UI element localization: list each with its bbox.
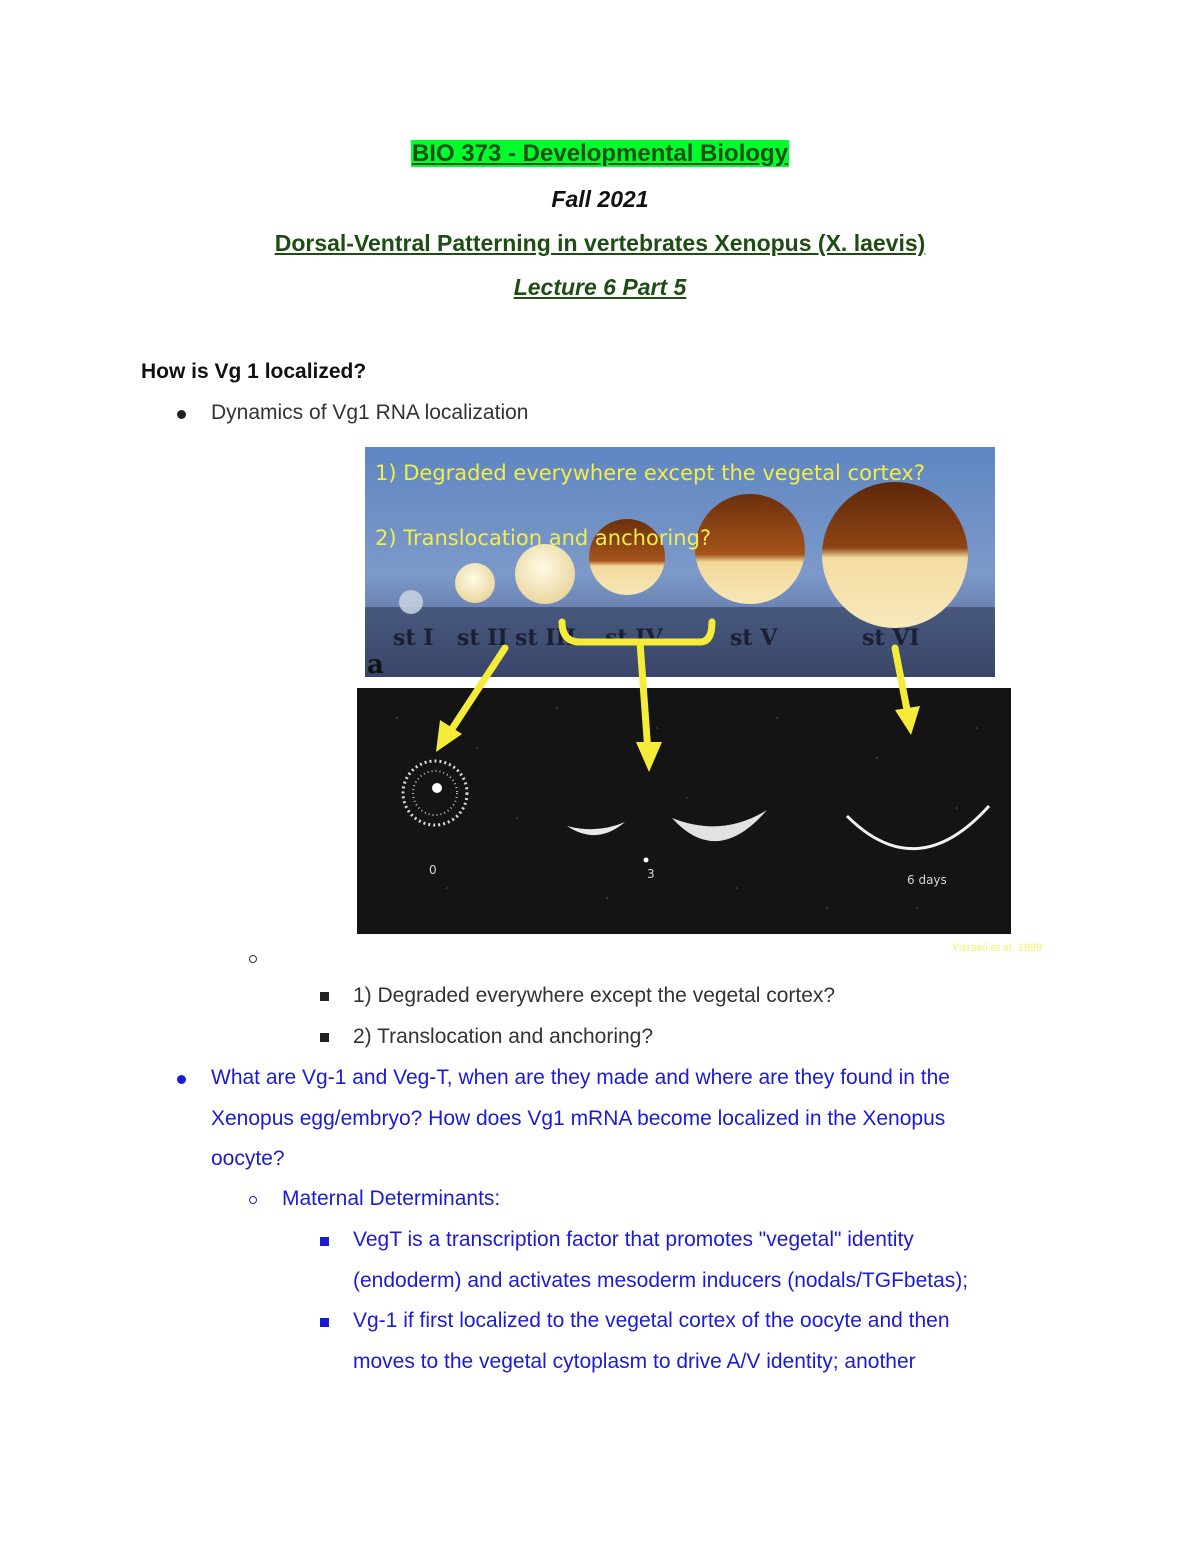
figure-credit: Yisraeli et al. 1989	[952, 942, 1043, 954]
question-line: What are Vg-1 and Veg-T, when are they made and where are they found in the	[211, 1066, 950, 1089]
course-title	[0, 140, 1200, 168]
term: Fall 2021	[551, 186, 649, 212]
bullet-disc-icon	[177, 410, 186, 419]
topic-title: Dorsal-Ventral Patterning in vertebrates Xenopus (X. laevis)	[274, 230, 926, 256]
day-label: 6 days	[907, 873, 947, 887]
section-heading: How is Vg 1 localized?	[141, 360, 367, 383]
bullet-disc-icon	[177, 1075, 186, 1084]
vg1-description: Vg-1 if first localized to the vegetal cortex of the oocyte and then	[353, 1309, 950, 1332]
vegt-description: (endoderm) and activates mesoderm inducers (nodals/TGFbetas);	[353, 1269, 969, 1292]
stage-label: st VI	[862, 625, 920, 651]
arrow-head-icon	[636, 742, 662, 772]
lecture-title: Lecture 6 Part 5	[513, 274, 687, 300]
annotation-arrows	[340, 430, 1020, 950]
stage-label: st V	[730, 625, 778, 651]
maternal-determinants: Maternal Determinants:	[282, 1187, 501, 1210]
bullet-square-icon	[320, 992, 329, 1001]
bullet-vg1-dynamics: Dynamics of Vg1 RNA localization	[211, 401, 529, 424]
vegt-description: VegT is a transcription factor that promotes "vegetal" identity	[353, 1228, 914, 1251]
question-line: oocyte?	[211, 1147, 285, 1170]
question-line: Xenopus egg/embryo? How does Vg1 mRNA become localized in the Xenopus	[211, 1107, 946, 1130]
bullet-square-icon	[320, 1318, 329, 1327]
bullet-circle-icon	[249, 955, 257, 963]
stage-label: st I	[393, 625, 434, 651]
bullet-square-icon	[320, 1033, 329, 1042]
stage-label: st IV	[605, 625, 663, 651]
figure-question-1: 1) Degraded everywhere except the vegetal cortex?	[375, 461, 925, 485]
arrow-head-icon	[895, 706, 920, 735]
sub-bullet-degraded: 1) Degraded everywhere except the vegetal cortex?	[353, 984, 836, 1007]
bullet-circle-icon	[249, 1196, 257, 1204]
bullet-square-icon	[320, 1237, 329, 1246]
day-label: 0	[429, 863, 437, 877]
stage-label: st II	[457, 625, 508, 651]
panel-letter: a	[367, 650, 384, 677]
vg1-description: moves to the vegetal cytoplasm to drive A/V identity; another	[353, 1350, 916, 1373]
figure-question-2: 2) Translocation and anchoring?	[375, 526, 712, 550]
day-label: 3	[647, 867, 655, 881]
sub-bullet-translocation: 2) Translocation and anchoring?	[353, 1025, 654, 1048]
stage-label: st III	[515, 625, 577, 651]
course-title-text: BIO 373 - Developmental Biology	[411, 140, 789, 167]
